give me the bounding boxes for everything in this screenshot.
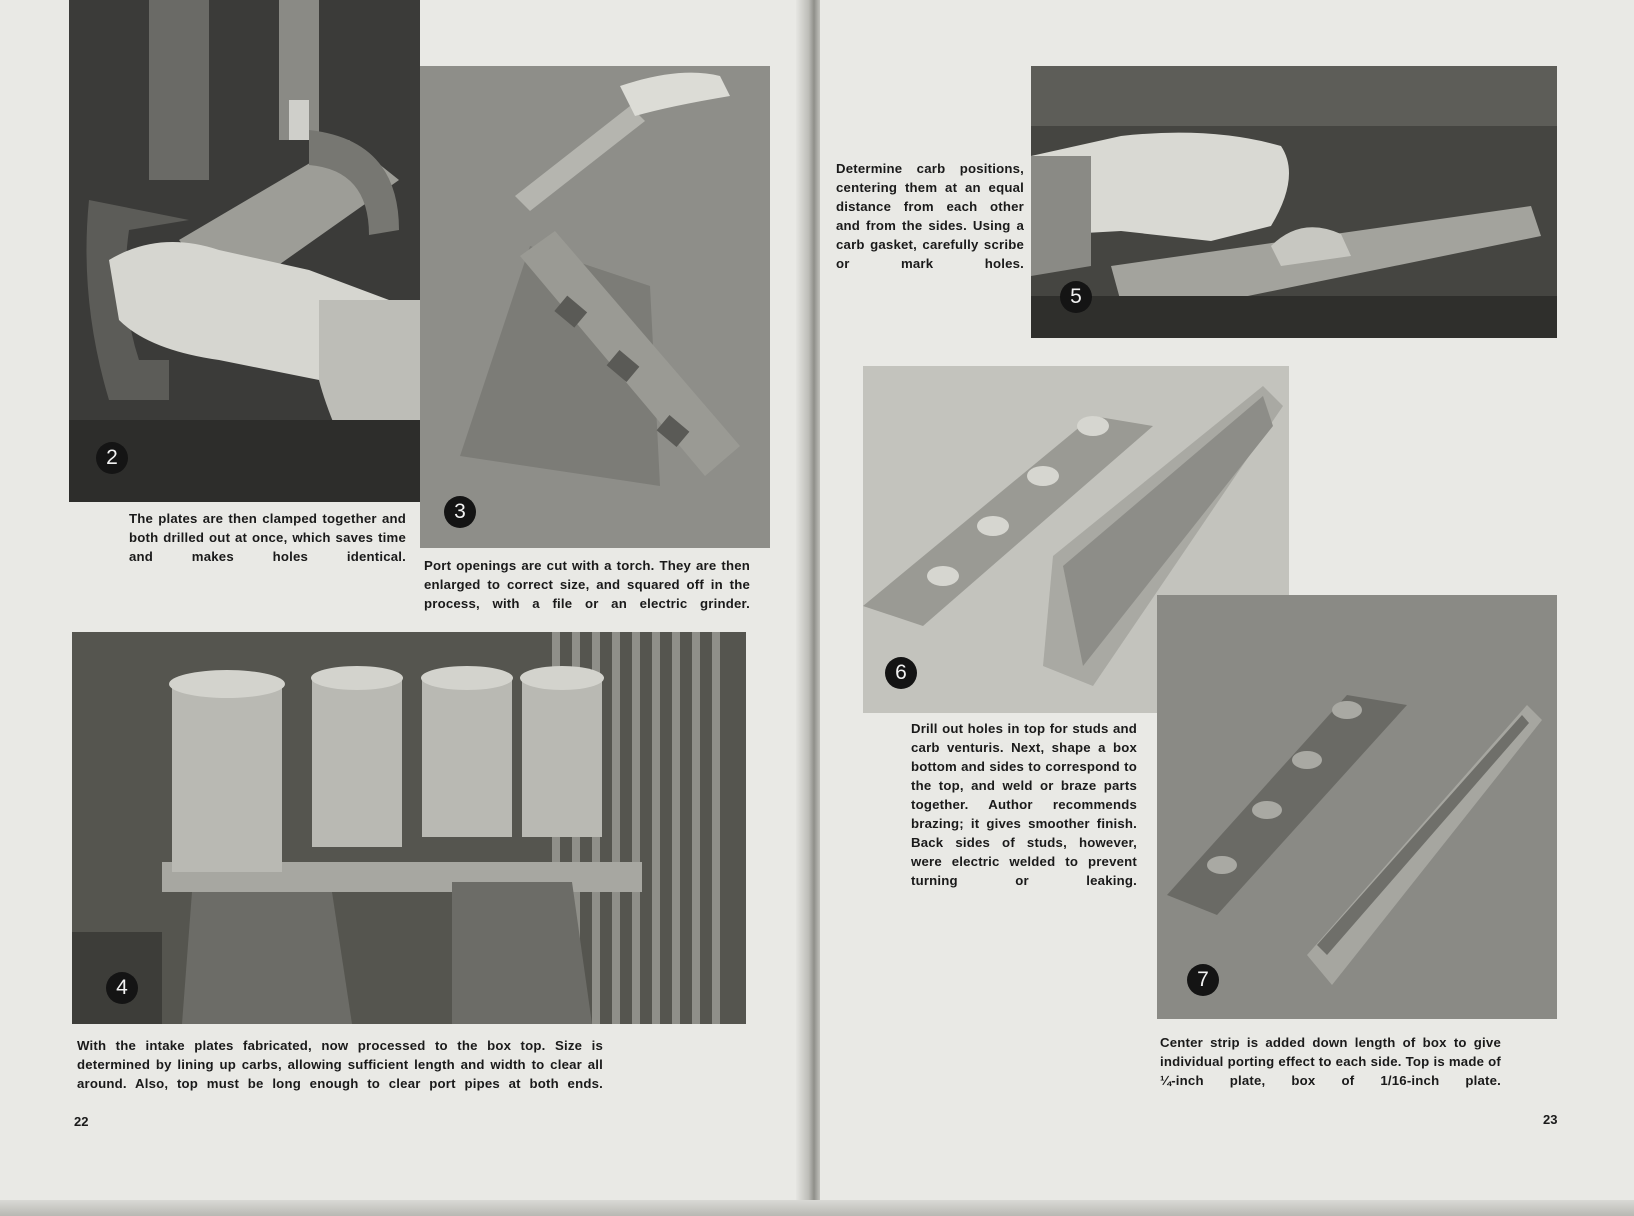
figure-badge-3: 3: [444, 496, 476, 528]
page-bottom-edge: [0, 1200, 1634, 1216]
page-number-left: 22: [74, 1114, 89, 1129]
caption-figure-2: The plates are then clamped together and both drilled out at once, which saves time and makes holes identical.: [129, 511, 406, 564]
caption-figure-5: Determine carb positions, centering them at an equal distance from each other and from the sides. Using a carb gasket, carefully scribe or mark holes.: [836, 161, 1024, 271]
photo-2-illustration: [69, 0, 420, 502]
figure-badge-7: 7: [1187, 964, 1219, 996]
caption-figure-7: Center strip is added down length of box to give individual porting effect to each side. Top is made of ¼-inch plate, box of 1/16-inch plate.: [1160, 1035, 1501, 1088]
photo-5-scribing-plate: [1031, 66, 1557, 338]
figure-badge-5: 5: [1060, 281, 1092, 313]
photo-7-illustration: [1157, 595, 1557, 1019]
figure-badge-4: 4: [106, 972, 138, 1004]
photo-3-illustration: [420, 66, 770, 548]
photo-7-box-with-center-strip: [1157, 595, 1557, 1019]
caption-figure-4: With the intake plates fabricated, now processed to the box top. Size is determined by lining up carbs, allowing sufficient length and width to clear all around. Also, top must be long enough to clear port pipes at both ends.: [77, 1038, 603, 1091]
page-number-right: 23: [1543, 1112, 1558, 1127]
photo-5-illustration: [1031, 66, 1557, 338]
photo-4-carburetors-lined-up: [72, 632, 746, 1024]
photo-4-illustration: [72, 632, 746, 1024]
figure-badge-6: 6: [885, 657, 917, 689]
left-page: [0, 0, 812, 1206]
caption-figure-3: Port openings are cut with a torch. They are then enlarged to correct size, and squared off in the process, with a file or an electric grinder.: [424, 558, 750, 611]
photo-2-drill-press-clamp: [69, 0, 420, 502]
caption-figure-6: Drill out holes in top for studs and carb venturis. Next, shape a box bottom and sides to correspond to the top, and weld or braze parts together. Author recommends brazing; it gives smoother finish. Back sides of studs, however, were electric welded to prevent turning or leaking.: [911, 721, 1137, 888]
figure-badge-2: 2: [96, 442, 128, 474]
right-page: [820, 0, 1634, 1206]
photo-3-torch-cut-plate: [420, 66, 770, 548]
